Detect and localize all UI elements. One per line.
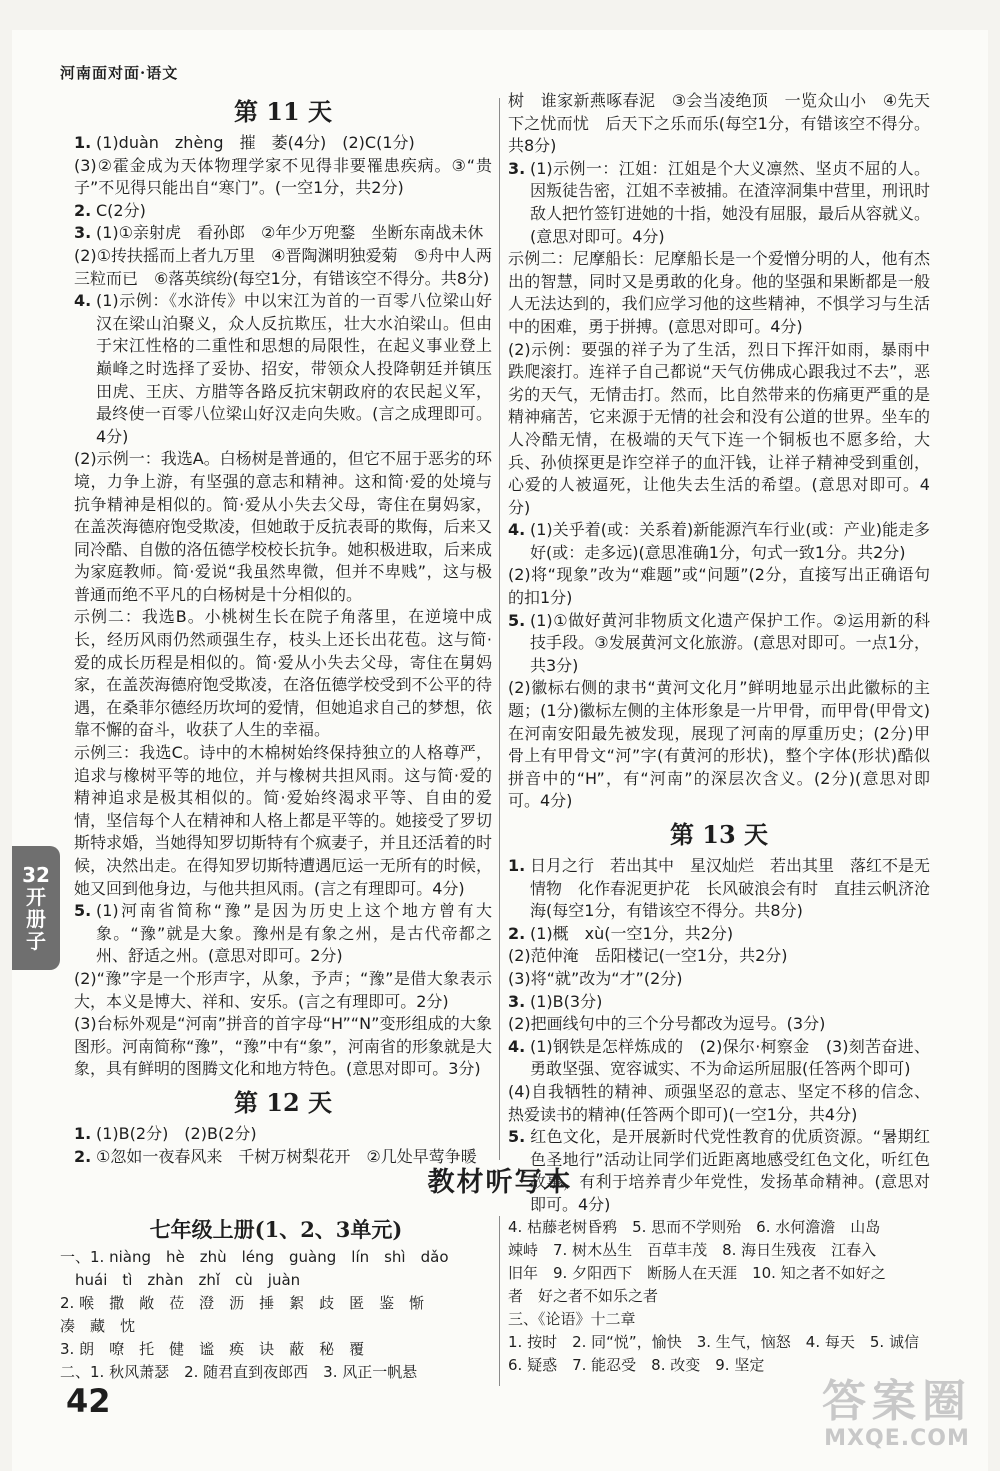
dictation-line: 三、《论语》十二章: [508, 1310, 636, 1328]
question-item: [74, 900, 492, 968]
right-column: [508, 90, 930, 1217]
sub-answer: (2)徽标右侧的隶书“黄河文化月”鲜明地显示出此徽标的主题；(1分)徽标左侧的主体形象是一片甲骨，而甲骨(甲骨文)在河南安阳最先被发现，展现了河南的厚重历史；(2分)甲骨上有甲骨文“河”字(有黄河的形状)，整个字体(形状)酷似拼音中的“H”，有“河南”的深层次含义。(2分)(意思对即可。4分): [508, 678, 930, 811]
side-tab-text: 子: [26, 929, 46, 953]
dictation-line: 旧年 9. 夕阳西下 断肠人在天涯 10. 知之者不如好之: [508, 1264, 886, 1282]
day-title: 第 13 天: [669, 820, 769, 849]
answer-text: (1)B(2分) (2)B(2分): [96, 1123, 257, 1143]
sub-answer: 树 谁家新燕啄春泥 ③会当凌绝顶 一览众山小 ④先天下之忧而忧 后天下之乐而乐(每空1分，有错该空不得分。共8分): [508, 91, 930, 156]
question-number: 1.: [508, 856, 526, 875]
question-item: [508, 855, 930, 923]
question-number: 1.: [74, 133, 92, 152]
question-number: 2.: [74, 200, 92, 220]
dictation-line: 二、1. 秋风萧瑟 2. 随君直到夜郎西 3. 风正一帆悬: [60, 1363, 418, 1381]
answer-text: (1)①亲射虎 看孙郎 ②年少万兜鍪 坐断东南战未休: [96, 223, 484, 243]
answer-text: (1)示例一：江姐：江姐是个大义凛然、坚贞不屈的人。因叛徒告密，江姐不幸被捕。在渣滓洞集中营里，刑讯时敌人把竹签钉进她的十指，她没有屈服，最后从容就义。(意思对即可。4分): [530, 158, 931, 246]
answer-text: (1)河南省简称“豫”是因为历史上这个地方曾有大象。“豫”就是大象。豫州是有象之州，是古代帝都之州、舒适之州。(意思对即可。2分): [96, 901, 492, 966]
answer-text: (1)钢铁是怎样炼成的 (2)保尔·柯察金 (3)刻苦奋进、勇敢坚强、宽容诚实、不为命运所屈服(任答两个即可): [530, 1036, 930, 1079]
question-number: 2.: [74, 1146, 92, 1166]
sub-answer: (3)②霍金成为天体物理学家不见得非要罹患疾病。③“贵子”不见得只能出自“寒门”。(一空1分，共2分): [74, 155, 492, 198]
dictation-left-column: [60, 1210, 492, 1384]
dictation-line: 6. 疑惑 7. 能忍受 8. 改变 9. 坚定: [508, 1356, 765, 1374]
dictation-line: 3. 朗 嘹 托 健 谧 痪 诀 蔽 秘 覆: [60, 1340, 365, 1358]
answer-text: (1)①做好黄河非物质文化遗产保护工作。②运用新的科技手段。③发展黄河文化旅游。(意思对即可。一点1分，共3分): [530, 610, 930, 675]
dictation-line: 凑 藏 忱: [60, 1317, 136, 1335]
example-answer: 示例三：我选C。诗中的木棉树始终保持独立的人格尊严，追求与橡树平等的地位，并与橡树共担风雨。这与简·爱的精神追求是极其相似的。简·爱始终渴求平等、自由的爱情，坚信每个人在精神和人格上都是平等的。她接受了罗切斯特求婚，当她得知罗切斯特有个疯妻子，并且还活着的时候，决然出走。在得知罗切斯特遭遇厄运一无所有的时候，她又回到他身边，与他共担风雨。(言之有理即可。4分): [74, 743, 492, 898]
answer-text: (1)关乎着(或：关系着)新能源汽车行业(或：产业)能走多好(或：走多远)(意思准确1分，句式一致1分。共2分): [530, 520, 930, 562]
sub-answer: (2)“豫”字是一个形声字，从象，予声；“豫”是借大象表示大，本义是博大、祥和、安乐。(言之有理即可。2分): [74, 968, 492, 1011]
question-item: [508, 158, 930, 248]
question-item: [508, 991, 930, 1014]
question-number: 2.: [508, 923, 526, 943]
dictation-line: huái tì zhàn zhǐ cù juàn: [60, 1271, 301, 1289]
question-item: [74, 222, 492, 245]
page-number: 42: [66, 1382, 111, 1420]
answer-text: ①忽如一夜春风来 千树万树梨花开 ②几处早莺争暖: [96, 1146, 477, 1166]
sub-answer: (4)自我牺牲的精神、顽强坚忍的意志、坚定不移的信念、热爱读书的精神(任答两个即可)(一空1分，共4分): [508, 1081, 930, 1124]
sub-answer: (3)将“就”改为“才”(2分): [508, 968, 683, 988]
question-item: [74, 1123, 492, 1146]
watermark-text: 答案圈: [822, 1376, 972, 1427]
question-number: 5.: [508, 610, 526, 630]
question-item: [508, 519, 930, 564]
sub-answer: (2)①抟扶摇而上者九万里 ④晋陶渊明独爱菊 ⑤舟中人两三粒而已 ⑥落英缤纷(每空1分，有错该空不得分。共8分): [74, 245, 492, 288]
answer-text: 日月之行 若出其中 星汉灿烂 若出其里 落红不是无情物 化作春泥更护花 长风破浪会有时 直挂云帆济沧海(每空1分，有错该空不得分。共8分): [530, 856, 931, 921]
sub-answer: (3)台标外观是“河南”拼音的首字母“H”“N”变形组成的大象图形。河南简称“豫”，“豫”中有“象”，河南省的形象就是大象，具有鲜明的图腾文化和地方特色。(意思对即可。3分): [74, 1014, 492, 1079]
dictation-line: 者 好之者不如乐之者: [508, 1287, 659, 1305]
question-item: [508, 1036, 930, 1081]
watermark-logo: [822, 1378, 972, 1451]
question-number: 3.: [74, 223, 92, 243]
dictation-line: 4. 枯藤老树昏鸦 5. 思而不学则殆 6. 水何澹澹 山岛: [508, 1218, 881, 1236]
side-tab-text: 开: [26, 885, 46, 909]
answer-text: 红色文化，是开展新时代党性教育的优质资源。“暑期红色圣地行”活动让同学们近距离地感受红色文化，听红色故事，有利于培养青少年党性，发扬革命精神。(意思对即可。4分): [530, 1127, 930, 1214]
question-item: [74, 200, 492, 223]
question-number: 3.: [508, 991, 526, 1011]
side-tab: [12, 846, 60, 970]
section-title: 教材听写本: [427, 1167, 573, 1198]
question-item: [74, 290, 492, 448]
question-number: 3.: [508, 158, 526, 178]
left-column: [74, 90, 492, 1168]
question-number: 5.: [74, 901, 92, 921]
answer-text: C(2分): [96, 200, 146, 220]
sub-answer: (2)范仲淹 岳阳楼记(一空1分，共2分): [508, 946, 788, 966]
question-item: [74, 132, 492, 155]
question-item: [508, 610, 930, 678]
answer-text: (1)示例：《水浒传》中以宋江为首的一百零八位梁山好汉在梁山泊聚义，众人反抗欺压，壮大水泊梁山。但由于宋江性格的二重性和思想的局限性，在起义事业登上巅峰之时选择了妥协、招安，带领众人投降朝廷并镇压田虎、王庆、方腊等各路反抗宋朝政府的农民起义军，最终使一百零八位梁山好汉走向失败。(言之成理即可。4分): [96, 291, 492, 446]
answer-text: (1)duàn zhèng 摧 萎(4分) (2)C(1分): [96, 133, 415, 152]
column-divider: [499, 98, 500, 1160]
watermark-site: MXQE.COM: [824, 1426, 970, 1451]
question-number: 4.: [508, 1036, 526, 1056]
unit-title: 七年级上册(1、2、3单元): [149, 1217, 403, 1242]
answer-text: (1)概 xù(一空1分，共2分): [530, 923, 734, 943]
question-number: 4.: [508, 520, 526, 540]
bottom-column-divider: [499, 1216, 500, 1386]
question-number: 5.: [508, 1127, 526, 1147]
answer-text: (1)B(3分): [530, 991, 603, 1011]
sub-answer: (2)示例：要强的祥子为了生活，烈日下挥汗如雨，暴雨中跌爬滚打。连祥子自己都说“天气仿佛成心跟我过不去”，恶劣的天气，无情击打。然而，比自然带来的伤痛更严重的是精神痛苦，它来源于无情的社会和没有公道的世界。坐车的人冷酷无情，在极端的天气下连一个铜板也不愿多给，大兵、孙侦探更是诈空祥子的血汗钱，让祥子精神受到重创，心爱的人被逼死，让他失去生活的希望。(意思对即可。4分): [508, 339, 930, 517]
day-title: 第 11 天: [233, 97, 333, 126]
dictation-line: 竦峙 7. 树木丛生 百草丰茂 8. 海日生残夜 江春入: [508, 1241, 877, 1259]
sub-answer: (2)把画线句中的三个分号都改为逗号。(3分): [508, 1014, 826, 1034]
dictation-right-column: [508, 1216, 928, 1377]
dictation-line: 一、1. niàng hè zhù léng guàng lín shì dǎo: [60, 1248, 449, 1266]
day-title: 第 12 天: [233, 1087, 333, 1117]
side-tab-text: 32: [22, 863, 50, 887]
dictation-line: 2. 喉 撒 敞 莅 澄 沥 捶 絮 歧 匿 鉴 惭: [60, 1294, 425, 1312]
question-number: 4.: [74, 291, 92, 311]
dictation-line: 1. 按时 2. 同“悦”，愉快 3. 生气，恼怒 4. 每天 5. 诚信: [508, 1333, 919, 1351]
sub-answer: (2)示例一：我选A。白杨树是普通的，但它不屈于恶劣的环境，力争上游，有坚强的意志和精神。这和简·爱的处境与抗争精神是相似的。简·爱从小失去父母，寄住在舅妈家，在盖茨海德府饱受欺凌，但她敢于反抗表哥的欺侮，后来又同冷酷、自傲的洛伍德学校校长抗争。她积极进取，后来成为家庭教师。简·爱说“我虽然卑微，但并不卑贱”，这与极普通而绝不平凡的白杨树是十分相似的。: [74, 449, 492, 604]
question-number: 1.: [74, 1123, 92, 1143]
question-item: [508, 923, 930, 946]
sub-answer: (2)将“现象”改为“难题”或“问题”(2分，直接写出正确语句的扣1分): [508, 565, 930, 608]
side-tab-text: 册: [26, 907, 46, 931]
example-answer: 示例二：我选B。小桃树生长在院子角落里，在逆境中成长，经历风雨仍然顽强生存，枝头上还长出花苞。这与简·爱的成长历程是相似的。简·爱从小失去父母，寄住在舅妈家，在盖茨海德府饱受欺凌，在洛伍德学校受到不公平的待遇，在桑菲尔德经历坎坷的爱情，但她追求自己的梦想，依靠不懈的奋斗，收获了人生的幸福。: [74, 607, 492, 740]
example-answer: 示例二：尼摩船长：尼摩船长是一个爱憎分明的人，他有杰出的智慧，同时又是勇敢的化身。他的坚强和果断都是一般人无法达到的，我们应学习他的这些精神，不惧学习与生活中的困难，勇于拼搏。(意思对即可。4分): [508, 249, 930, 336]
running-header: 河南面对面·语文: [60, 64, 179, 82]
